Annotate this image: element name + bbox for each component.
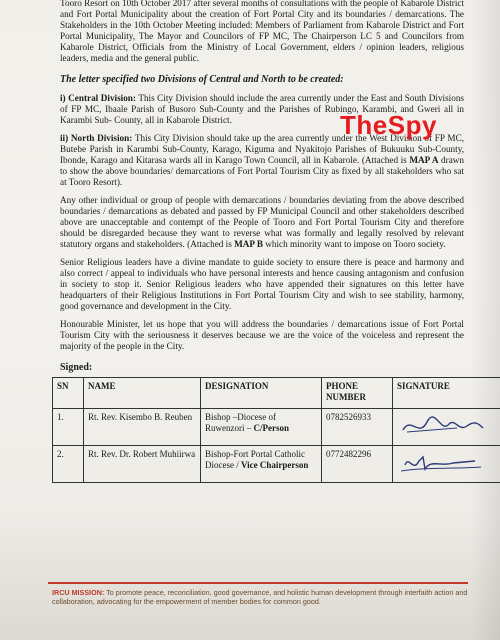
row-phone: 0782526933 — [322, 409, 393, 446]
row-name: Rt. Rev. Dr. Robert Muhiirwa — [84, 446, 201, 483]
north-division-text-1: This City Division should take up the area currently under the West Division of FP MC, Butebe Parish in Karambi Sub-County, Karago, Kiguma and Nyakitojo Parishes of Bukuuku Sub-County, Ibonde, Karago and Kitarasa wards all in Karago Town Council, all in Kabarole. (Attached is — [60, 133, 464, 165]
map-b-label: MAP B — [234, 239, 263, 249]
letter-body — [57, 0, 465, 483]
header-name: NAME — [84, 378, 201, 409]
religious-leaders-paragraph: Senior Religious leaders have a divine mandate to guide society to ensure there is peace and harmony and also correct / appeal to individuals who have personal interests and hence causing antagonism and confusion in society to stop it. Senior Religious leaders who have appended their signatures on this letter have headquarters of their Religious Institutions in Fort Portal Tourism City and wish to see stability, harmony, good governance and development in the City. — [60, 257, 464, 311]
north-division-label: ii) North Division: — [60, 133, 133, 143]
other-groups-text-2: which minority want to impose on Tooro society. — [262, 239, 446, 249]
designation-text: Bishop-Fort Portal Catholic Diocese / — [205, 449, 305, 470]
mission-text: To promote peace, reconciliation, good governance, and holistic human development through interfaith action and collaboration, advocating for the empowerment of member bodies for common good. — [52, 588, 468, 606]
minister-paragraph: Honourable Minister, let us hope that you will address the boundaries / demarcations issue of Fort Portal Tourism City with the seriousness it deserves because we are the voice of the voiceless and represent the majority of the people in the City. — [60, 319, 464, 351]
signed-label: Signed: — [60, 362, 93, 373]
row-sn: 2. — [53, 446, 84, 483]
header-designation: DESIGNATION — [201, 378, 322, 409]
header-signature: SIGNATURE — [393, 378, 500, 409]
footer-divider — [48, 582, 468, 584]
watermark-logo: TheSpy — [340, 110, 437, 140]
north-division-text-2: drawn to show the above boundaries/ demarcations of Fort Portal Tourism City as fixed by all stakeholders who sat at Tooro Resort). — [60, 155, 465, 187]
intro-paragraph: Tooro Resort on 10th October 2017 after several months of consultations with the people of Kabarole District and Fort Portal Municipality about the creation of Fort Portal City and its boundaries / demarcations. The Stakeholders in the 10th October Meeting included: Members of Parliament from Kabarole District and Fort Portal Municipality, The Mayor and Councilors of FP MC, The Chairperson LC 5 and Councilors from Kabarole District, Officials from the Ministry of Local Government, elders / opinion leaders, religious leaders, media and the general public. — [60, 0, 464, 63]
map-a-label: MAP A — [409, 155, 439, 165]
row-phone: 0772482296 — [322, 446, 393, 483]
central-division-label: i) Central Division: — [60, 93, 136, 103]
signatories-table — [52, 377, 500, 483]
row-name: Rt. Rev. Kisembo B. Reuben — [84, 409, 201, 446]
row-designation — [201, 446, 322, 483]
north-division-paragraph — [60, 133, 464, 188]
other-groups-text-1: Any other individual or group of people with demarcations / boundaries deviating from the above described boundaries / demarcations as debated and passed by FP Municipal Council and other stakeholders described above are unacceptable and contempt of the People of Tooro and Fort Portal Tourism City and therefore should be disregarded because they want to reverse what was formally and legally resolved by relevant statutory organs and stakeholders. (Attached is — [60, 195, 464, 249]
designation-role: Vice Chairperson — [241, 460, 309, 470]
row-sn: 1. — [53, 409, 84, 446]
page-shadow — [470, 0, 500, 640]
header-sn: SN — [53, 378, 84, 409]
mission-label: IRCU MISSION: — [52, 588, 105, 597]
table-header-row — [53, 378, 500, 409]
table-row — [53, 409, 500, 446]
table-row — [53, 446, 500, 483]
header-phone: PHONE NUMBER — [322, 378, 393, 409]
central-division-text: This City Division should include the area currently under the East and South Divisions of FP MC, Ibaale Parish of Busoro Sub-County and the Parishes of Rubingo, Karambi, and Gweri all in Karambi Sub- County, all in Kabarole District. — [60, 93, 464, 125]
designation-text: Bishop –Diocese of Ruwenzori – — [205, 412, 276, 433]
divisions-heading: The letter specified two Divisions of Central and North to be created: — [60, 74, 344, 85]
designation-role: C/Person — [253, 423, 289, 433]
row-designation — [201, 409, 322, 446]
footer-mission — [52, 588, 472, 606]
other-groups-paragraph — [60, 195, 464, 250]
